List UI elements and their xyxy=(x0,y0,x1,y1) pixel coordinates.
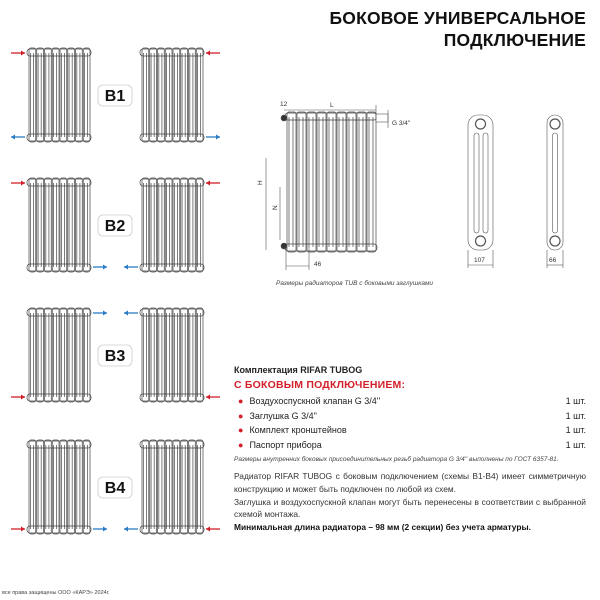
description-p2: Заглушка и воздухоспускной клапан могут быть перенесены в соответствии с выбранной схемой монтажа. xyxy=(234,496,586,520)
dim-l: L xyxy=(330,102,334,109)
radiator-section xyxy=(367,112,376,252)
radiator-right xyxy=(140,308,204,402)
radiator-section xyxy=(347,112,356,252)
description xyxy=(234,470,586,534)
return-arrow-icon xyxy=(124,311,138,316)
supply-arrow-icon xyxy=(11,51,25,56)
radiator-right xyxy=(140,178,204,272)
supply-arrow-icon xyxy=(206,181,220,186)
kit-item xyxy=(234,394,586,409)
radiator-side-view-66 xyxy=(547,115,563,268)
dimension-drawing xyxy=(240,90,600,280)
kit-item xyxy=(234,438,586,453)
radiator-right xyxy=(140,440,204,534)
radiator-front-view xyxy=(281,110,388,252)
connection-schemes xyxy=(0,0,235,570)
return-arrow-icon xyxy=(11,135,25,140)
radiator-section xyxy=(337,112,346,252)
kit-item-qty: 1 шт. xyxy=(565,425,586,436)
description-p1: Радиатор RIFAR TUBOG с боковым подключением (схемы В1-В4) имеет симметричную конструкцию и может быть подключен по любой из схем. xyxy=(234,471,586,494)
supply-arrow-icon xyxy=(11,395,25,400)
thread-label: G 3/4'' xyxy=(392,120,411,127)
title-line-2: ПОДКЛЮЧЕНИЕ xyxy=(443,30,586,50)
radiator-left xyxy=(27,440,91,534)
kit-note: Размеры внутренних боковых присоединительных резьб радиатора G 3/4'' выполнены по ГОСТ 6357-81. xyxy=(234,456,559,463)
kit-item-name: Комплект кронштейнов xyxy=(249,425,347,436)
radiator-section xyxy=(327,112,336,252)
scheme-b3 xyxy=(11,308,220,402)
return-arrow-icon xyxy=(93,527,107,532)
radiator-front xyxy=(285,112,377,252)
scheme-b4 xyxy=(11,440,220,534)
scheme-b1 xyxy=(11,48,220,142)
kit-item-qty: 1 шт. xyxy=(565,396,586,407)
kit-list xyxy=(234,394,586,452)
return-arrow-icon xyxy=(93,265,107,270)
radiator-section xyxy=(297,112,306,252)
bullet-icon: ● xyxy=(238,410,244,421)
radiator-section xyxy=(287,112,296,252)
supply-arrow-icon xyxy=(11,527,25,532)
scheme-label: B1 xyxy=(104,88,126,105)
kit-item-name: Заглушка G 3/4'' xyxy=(249,410,318,421)
radiator-section xyxy=(317,112,326,252)
drawing-caption: Размеры радиаторов TUB с боковыми заглушками xyxy=(276,280,434,287)
supply-arrow-icon xyxy=(206,395,220,400)
radiator-left xyxy=(27,48,91,142)
scheme-label: B3 xyxy=(104,348,126,365)
plug-icon xyxy=(281,115,287,121)
kit-item xyxy=(234,423,586,438)
radiator-right xyxy=(140,48,204,142)
dim-107: 107 xyxy=(474,257,485,264)
scheme-label: B2 xyxy=(104,218,126,235)
title-line-1: БОКОВОЕ УНИВЕРСАЛЬНОЕ xyxy=(329,8,586,28)
supply-arrow-icon xyxy=(206,51,220,56)
return-arrow-icon xyxy=(93,311,107,316)
dim-12: 12 xyxy=(280,101,288,108)
radiator-left xyxy=(27,178,91,272)
kit-heading: Комплектация RIFAR TUBOG xyxy=(234,365,363,375)
dim-n: N xyxy=(272,205,279,210)
supply-arrow-icon xyxy=(11,181,25,186)
return-arrow-icon xyxy=(124,265,138,270)
kit-item xyxy=(234,409,586,424)
radiator-side-view-107 xyxy=(468,115,493,268)
scheme-label: B4 xyxy=(104,480,126,497)
dim-h: H xyxy=(257,180,264,185)
scheme-b2 xyxy=(11,178,220,272)
dim-66: 66 xyxy=(549,257,557,264)
supply-arrow-icon xyxy=(206,527,220,532)
bullet-icon: ● xyxy=(238,439,244,450)
kit-section xyxy=(234,365,586,463)
thread-fitting xyxy=(376,114,388,122)
kit-item-name: Паспорт прибора xyxy=(249,439,322,450)
copyright: все права защищены ООО «КАРЭ» 2024г. xyxy=(2,590,110,596)
return-arrow-icon xyxy=(124,527,138,532)
kit-item-qty: 1 шт. xyxy=(565,439,586,450)
return-arrow-icon xyxy=(206,135,220,140)
kit-item-qty: 1 шт. xyxy=(565,410,586,421)
bullet-icon: ● xyxy=(238,396,244,407)
radiator-left xyxy=(27,308,91,402)
kit-subheading: С БОКОВЫМ ПОДКЛЮЧЕНИЕМ: xyxy=(234,379,406,391)
bullet-icon: ● xyxy=(238,425,244,436)
radiator-section xyxy=(307,112,316,252)
kit-item-name: Воздухоспускной клапан G 3/4'' xyxy=(249,396,381,407)
dim-46: 46 xyxy=(314,261,322,268)
description-p3: Минимальная длина радиатора – 98 мм (2 секции) без учета арматуры. xyxy=(234,522,531,533)
page-title xyxy=(329,7,586,51)
radiator-section xyxy=(357,112,366,252)
